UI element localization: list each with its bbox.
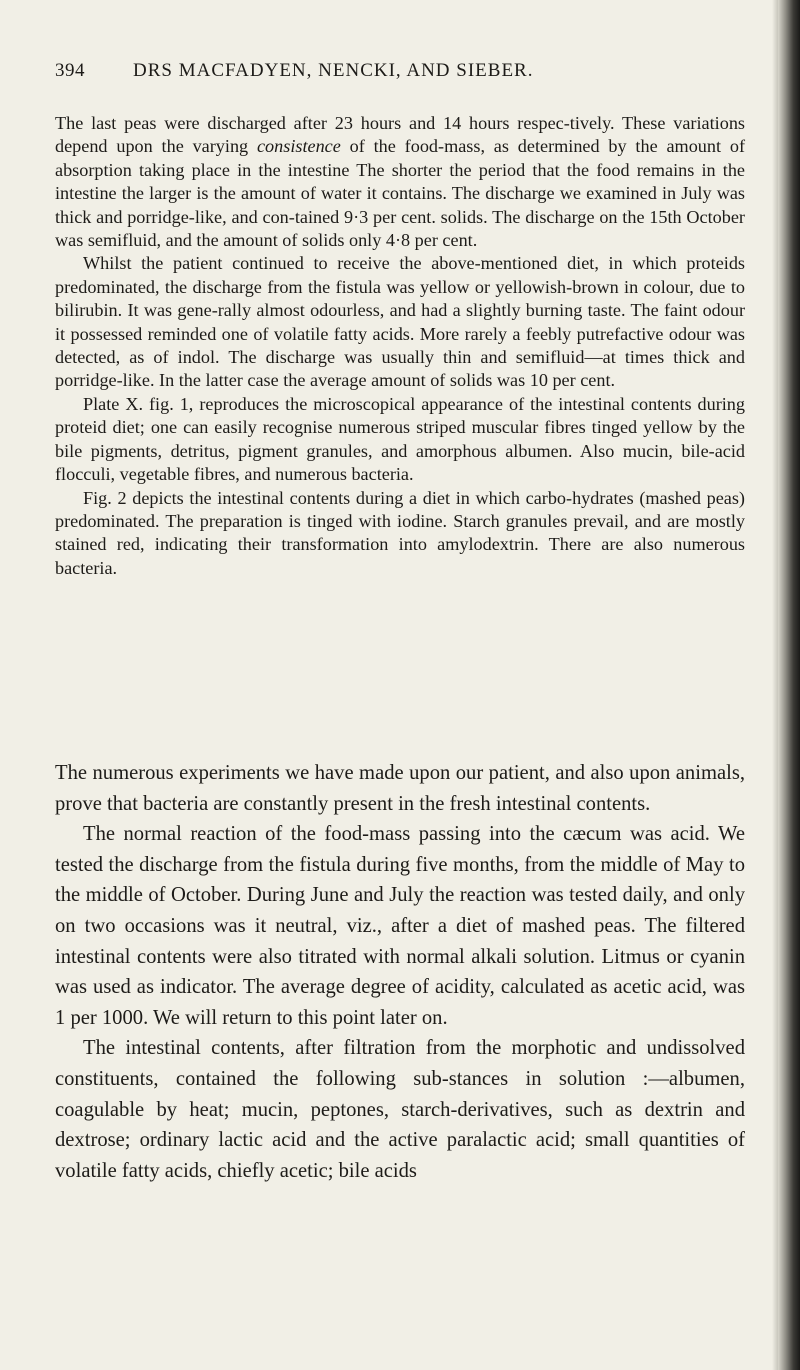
paragraph: The numerous experiments we have made upon our patient, and also upon animals, prove that bacteria are constantly present in the fresh intestinal contents. <box>55 762 745 815</box>
paragraph: The intestinal contents, after filtration from the morphotic and undissolved constituents, contained the following sub-stances in solution :—albumen, coagulable by heat; mucin, peptones, starch-derivatives, such as dextrin and dextrose; ordinary lactic acid and the active paralactic acid; small quantities of volatile fatty acids, chiefly acetic; bile acids <box>55 1037 745 1182</box>
text-run: of the food-mass, as determined by the amount of absorption taking place in the intestine The shorter the period that the food remains in the intestine the larger is the amount of water it contains. The discharge we examined in July was thick and porridge-like, and con-tained 9·3 per cent. solids. The discharge on the 15th October was semifluid, and the amount of solids only 4·8 per cent. <box>55 136 746 251</box>
running-title: DRS MACFADYEN, NENCKI, AND SIEBER. <box>133 60 534 81</box>
small-print-section <box>55 112 745 580</box>
running-header <box>55 60 745 82</box>
paragraph: Plate X. fig. 1, reproduces the microscopical appearance of the intestinal contents during proteid diet; one can easily recognise numerous striped muscular fibres tinged yellow by the bile pigments, detritus, pigment granules, and amorphous albumen. Also mucin, bile-acid flocculi, vegetable fibres, and numerous bacteria. <box>55 393 745 485</box>
paragraph: The normal reaction of the food-mass passing into the cæcum was acid. We tested the discharge from the fistula during five months, from the middle of May to the middle of October. During June and July the reaction was tested daily, and only on two occasions was it neutral, viz., after a diet of mashed peas. The filtered intestinal contents were also titrated with normal alkali solution. Litmus or cyanin was used as indicator. The average degree of acidity, calculated as acetic acid, was 1 per 1000. We will return to this point later on. <box>55 823 745 1029</box>
italic-term: consistence <box>256 136 341 157</box>
book-spine <box>778 0 800 1370</box>
paragraph <box>55 112 745 252</box>
text-run: The last peas were discharged after 23 hours and 14 hours respec-tively. These variations depend upon the varying <box>55 113 745 157</box>
paragraph: Whilst the patient continued to receive the above-mentioned diet, in which proteids predominated, the discharge from the fistula was yellow or yellowish-brown in colour, due to bilirubin. It was gene-rally almost odourless, and had a slightly burning taste. The faint odour it possessed reminded one of volatile fatty acids. More rarely a feebly putrefactive odour was detected, as of indol. The discharge was usually thin and semifluid—at times thick and porridge-like. In the latter case the average amount of solids was 10 per cent. <box>55 253 745 391</box>
main-text-section <box>55 758 745 1186</box>
paragraph: Fig. 2 depicts the intestinal contents during a diet in which carbo-hydrates (mashed peas) predominated. The preparation is tinged with iodine. Starch granules prevail, and are mostly stained red, indicating their transformation into amylodextrin. There are also numerous bacteria. <box>55 487 745 578</box>
page-number: 394 <box>55 60 85 81</box>
